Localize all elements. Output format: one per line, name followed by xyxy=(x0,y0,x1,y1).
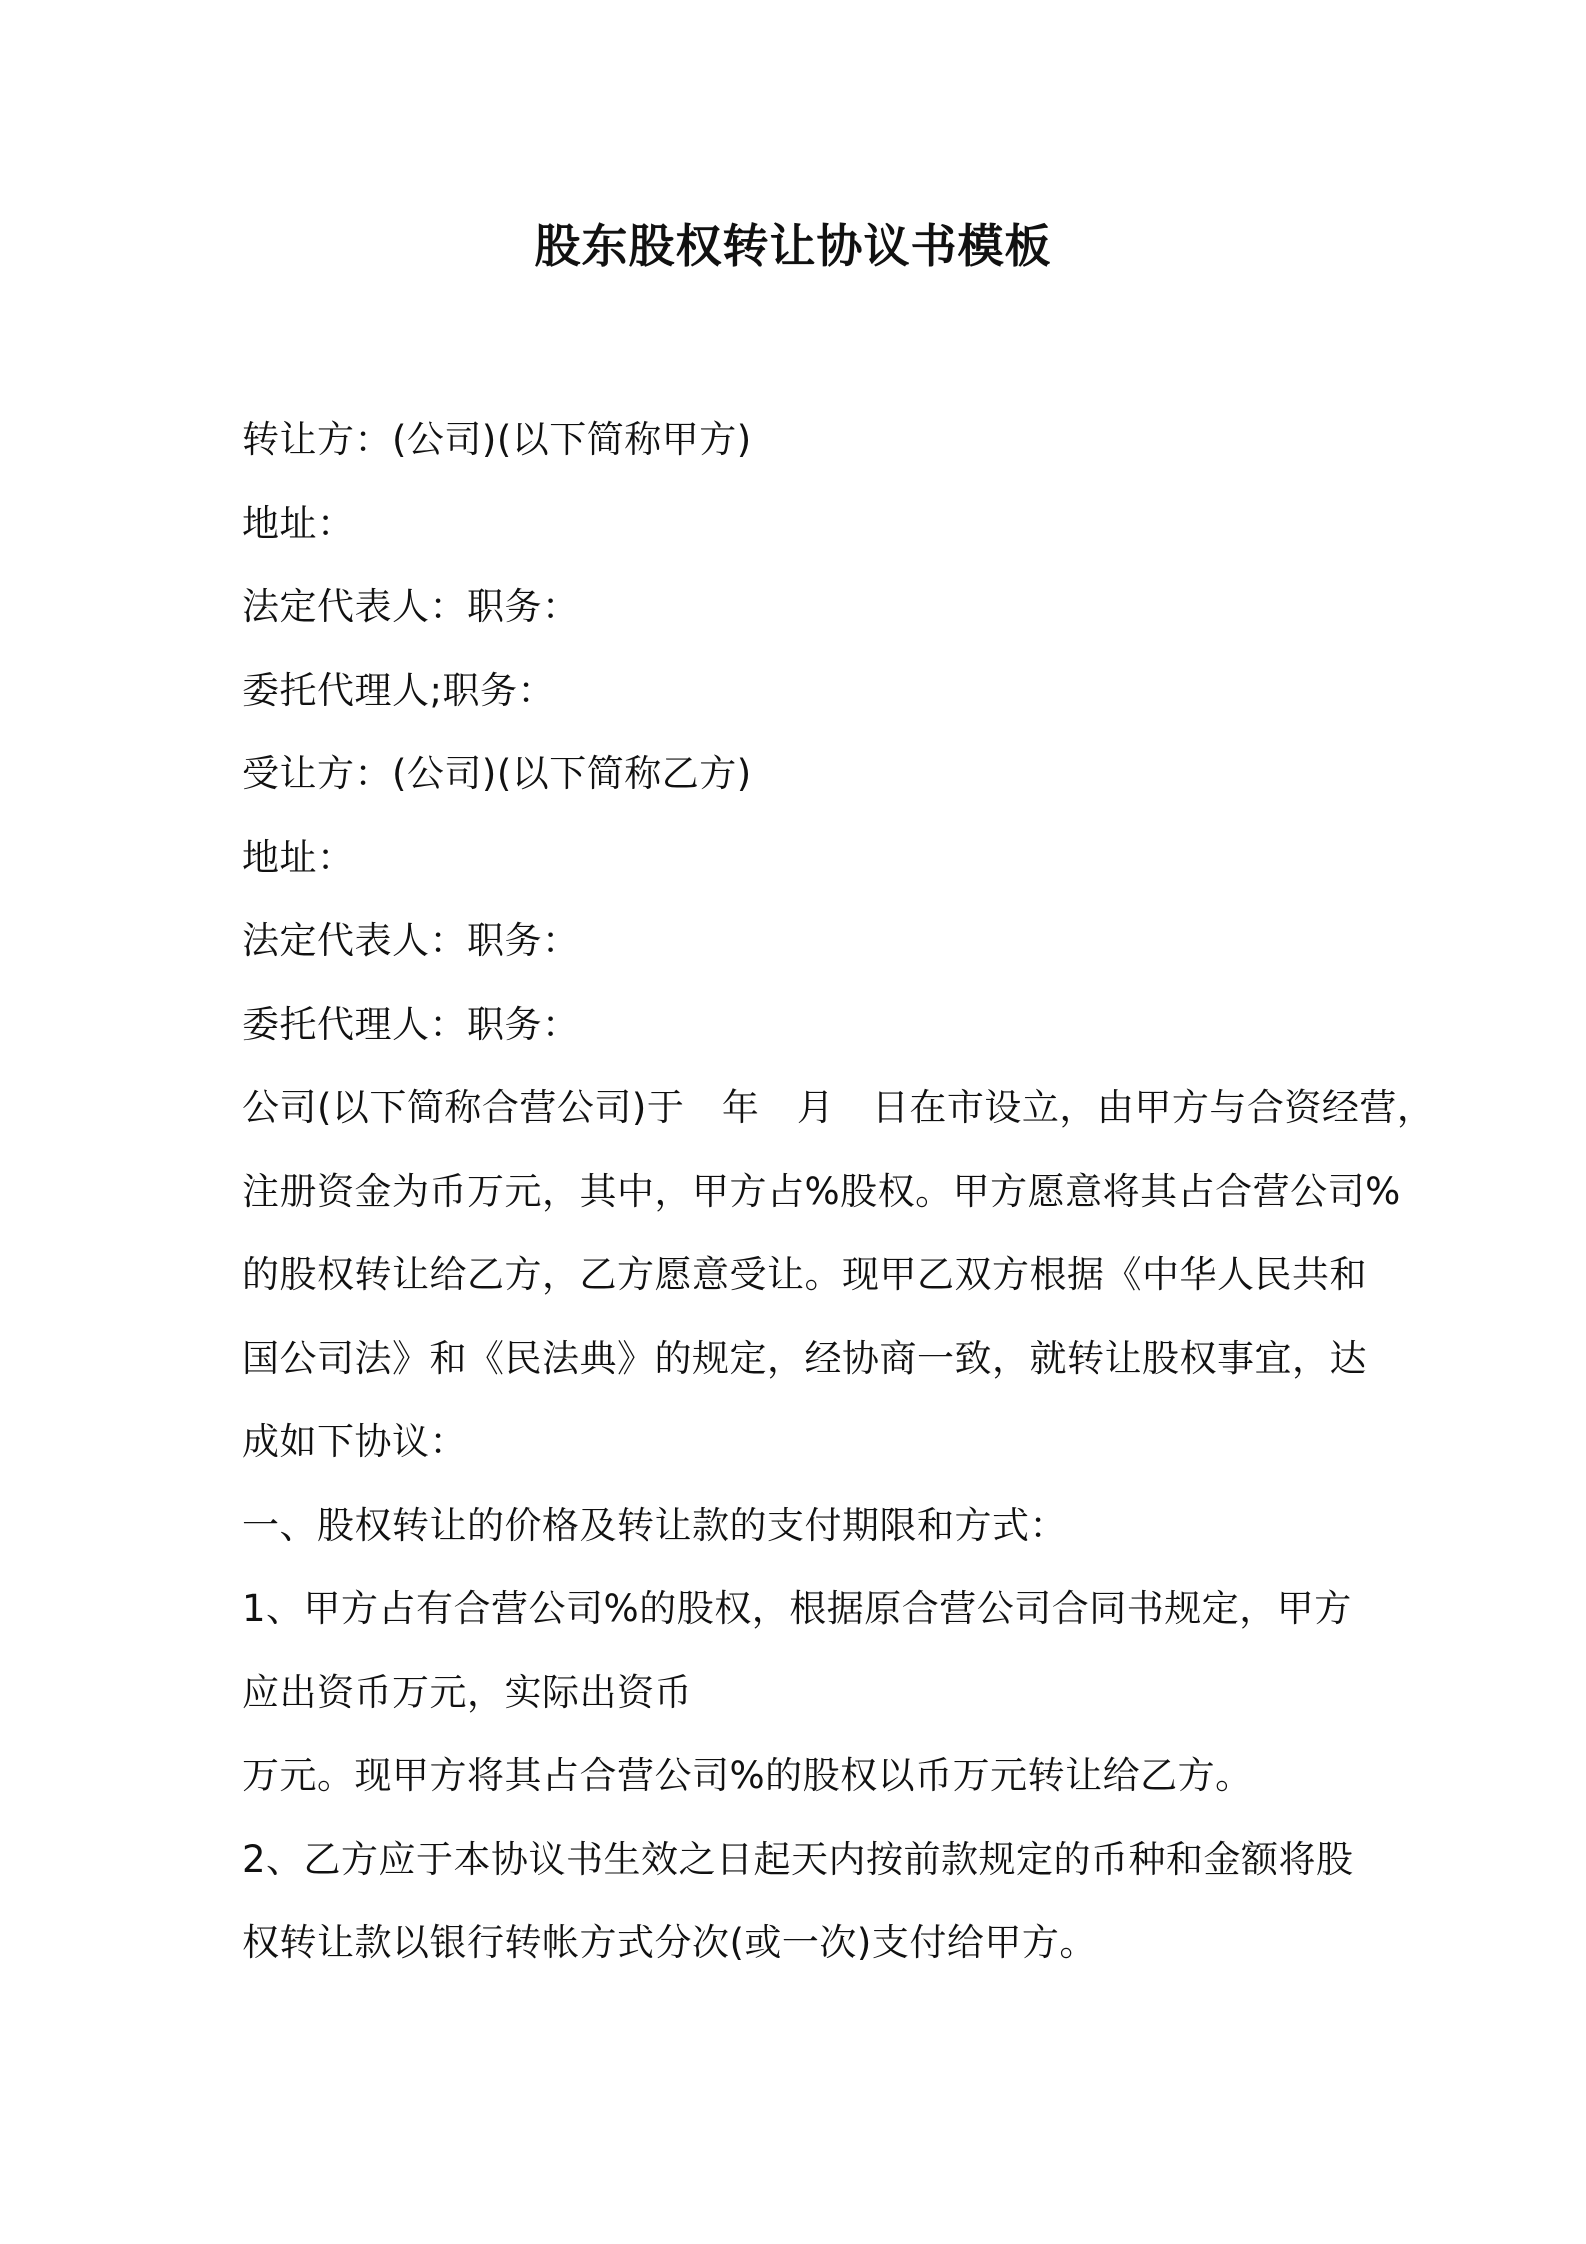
transferee-address-line: 地址： xyxy=(242,835,355,879)
clause-line: 应出资币万元，实际出资币 xyxy=(242,1670,692,1714)
preamble-line: 成如下协议： xyxy=(242,1420,467,1463)
clause-line: 权转让款以银行转帐方式分次(或一次)支付给甲方。 xyxy=(242,1921,1097,1964)
transferee-legal-rep-line: 法定代表人：职务： xyxy=(242,919,580,962)
clause-line: 万元。现甲方将其占合营公司%的股权以币万元转让给乙方。 xyxy=(242,1754,1253,1797)
document-body xyxy=(242,398,1435,1985)
transferor-address-line: 地址： xyxy=(242,501,355,545)
document-title: 股东股权转让协议书模板 xyxy=(534,219,1052,273)
clause-line: 1、甲方占有合营公司%的股权，根据原合营公司合同书规定，甲方 xyxy=(242,1587,1352,1630)
transferor-agent-line: 委托代理人;职务： xyxy=(242,668,555,712)
preamble-line: 注册资金为币万元，其中，甲方占%股权。甲方愿意将其占合营公司% xyxy=(242,1169,1401,1213)
preamble-line: 公司(以下简称合营公司)于 年 月 日在市设立，由甲方与合资经营， xyxy=(242,1086,1435,1129)
clause-line: 2、乙方应于本协议书生效之日起天内按前款规定的币种和金额将股 xyxy=(242,1837,1354,1881)
transferee-line: 受让方：(公司)(以下简称乙方) xyxy=(242,752,752,795)
preamble-line: 的股权转让给乙方，乙方愿意受让。现甲乙双方根据《中华人民共和 xyxy=(242,1253,1367,1296)
transferee-agent-line: 委托代理人：职务： xyxy=(242,1002,580,1046)
section-heading: 一、股权转让的价格及转让款的支付期限和方式： xyxy=(242,1503,1067,1547)
transferor-legal-rep-line: 法定代表人：职务： xyxy=(242,585,580,628)
preamble-line: 国公司法》和《民法典》的规定，经协商一致，就转让股权事宜，达 xyxy=(242,1336,1367,1380)
transferor-line: 转让方：(公司)(以下简称甲方) xyxy=(242,418,752,461)
